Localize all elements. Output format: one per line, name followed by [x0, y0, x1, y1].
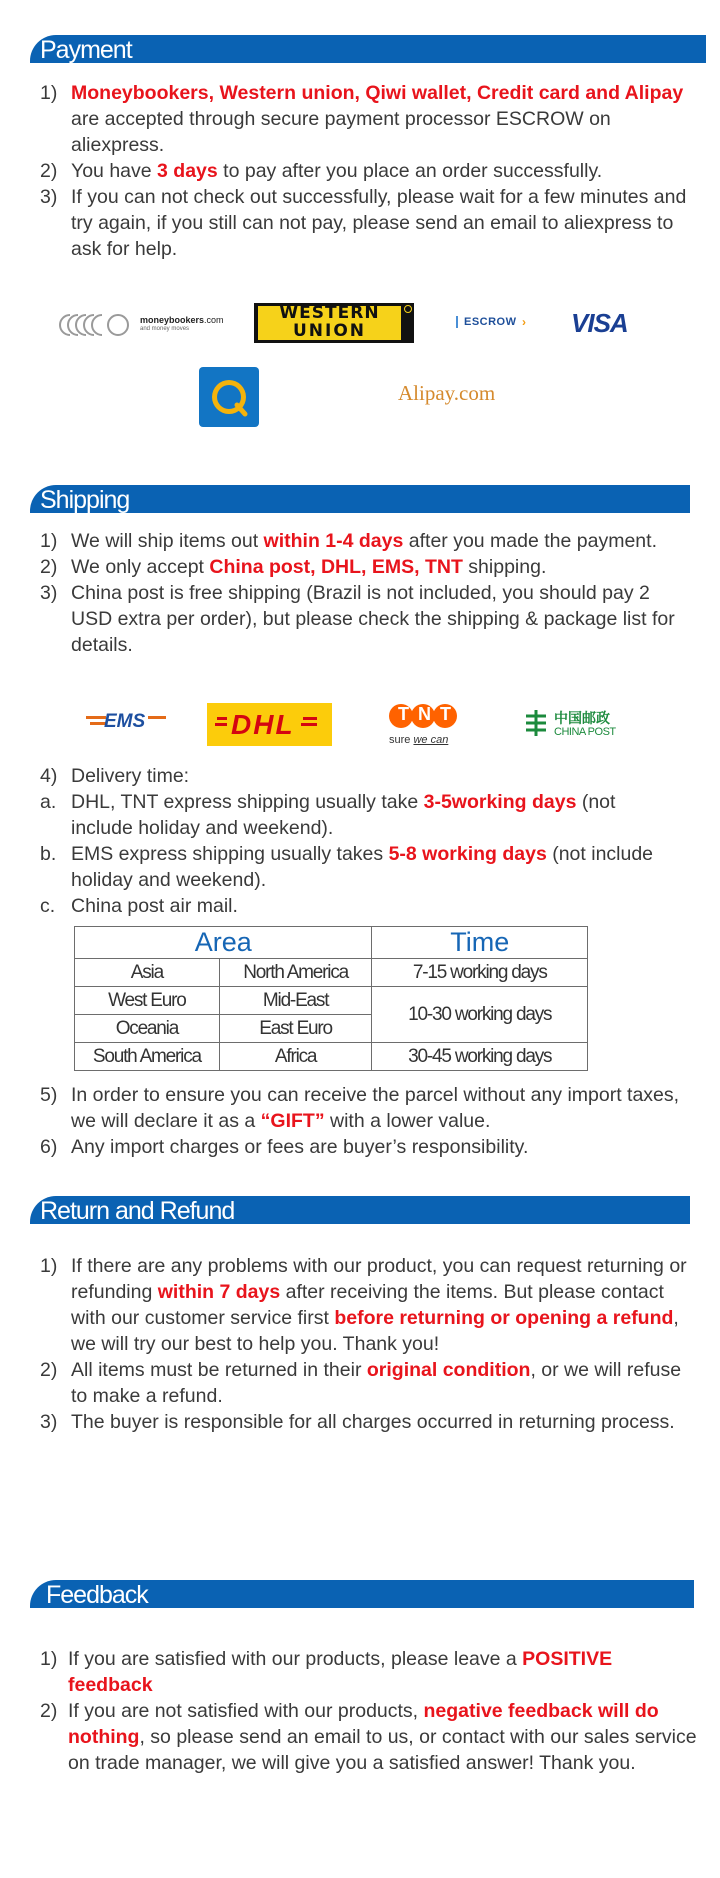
shipping-item-2: 2) We only accept China post, DHL, EMS, TNT shipping. — [40, 556, 547, 578]
china-post-emblem-icon — [522, 708, 550, 738]
moneybookers-rings-icon — [56, 310, 136, 340]
china-post-logo: 中国邮政 CHINA POST — [522, 708, 632, 742]
area-cell: South America — [75, 1043, 220, 1071]
time-cell: 30-45 working days — [372, 1043, 588, 1071]
ems-logo: EMS — [86, 710, 166, 736]
payment-item-3: 3) If you can not check out successfully, please wait for a few minutes and try again, if you still can not pay, please send an email to aliexpress to ask for help. — [40, 186, 687, 260]
shipping-title: Shipping — [40, 486, 130, 514]
feedback-title: Feedback — [46, 1581, 148, 1609]
qiwi-icon — [199, 367, 259, 427]
area-cell: Mid-East — [219, 987, 372, 1015]
refund-item-3: 3) The buyer is responsible for all charges occurred in returning process. — [40, 1411, 675, 1433]
area-cell: Oceania — [75, 1015, 220, 1043]
shipping-more-list — [40, 1082, 708, 1160]
refund-list — [40, 1253, 692, 1435]
delivery-item-a: a. DHL, TNT express shipping usually take 3-5working days (not include holiday and weekend). — [40, 791, 616, 839]
shipping-item-5: 5) In order to ensure you can receive the parcel without any import taxes, we will declare it as a “GIFT” with a lower value. — [40, 1084, 680, 1132]
escrow-logo: ESCROW › — [456, 316, 536, 332]
shipping-item-3: 3) China post is free shipping (Brazil is not included, you should pay 2 USD extra per order), but please check the shipping & package list for details. — [40, 582, 675, 656]
area-header: Area — [75, 927, 372, 959]
area-cell: Africa — [219, 1043, 372, 1071]
visa-logo: VISA — [571, 308, 628, 338]
alipay-logo: Alipay.com — [398, 381, 496, 405]
dhl-logo: DHL — [207, 703, 332, 746]
tnt-logo: TNT sure we can — [385, 702, 465, 752]
shipping-item-1: 1) We will ship items out within 1-4 days after you made the payment. — [40, 530, 657, 552]
payment-section-header — [30, 35, 706, 63]
delivery-item-c: c. China post air mail. — [40, 895, 238, 917]
refund-item-2: 2) All items must be returned in their original condition, or we will refuse to make a refund. — [40, 1359, 682, 1407]
feedback-item-1: 1) If you are satisfied with our products, please leave a POSITIVE feedback — [40, 1648, 613, 1696]
time-header: Time — [372, 927, 588, 959]
escrow-arrow-icon: › — [522, 315, 526, 329]
shipping-section-header — [30, 485, 690, 513]
refund-item-1: 1) If there are any problems with our product, you can request returning or refunding within 7 days after receiving the items. But please contact with our customer service first before returning or opening a refund, we will try our best to help you. Thank you! — [40, 1255, 687, 1355]
refund-section-header — [30, 1196, 690, 1224]
delivery-item-4: 4) Delivery time: — [40, 765, 190, 787]
western-union-logo: WESTERN UNION — [254, 303, 414, 343]
payment-title: Payment — [40, 36, 132, 64]
area-cell: North America — [219, 959, 372, 987]
payment-item-1: 1) Moneybookers, Western union, Qiwi wallet, Credit card and Alipay are accepted through secure payment processor ESCROW on aliexpress. — [40, 82, 684, 156]
moneybookers-logo: moneybookers.com and money moves — [56, 310, 236, 340]
time-cell: 7-15 working days — [372, 959, 588, 987]
china-post-delivery-table — [74, 926, 588, 1071]
area-cell: East Euro — [219, 1015, 372, 1043]
feedback-item-2: 2) If you are not satisfied with our products, negative feedback will do nothing, so please send an email to us, or contact with our sales service on trade manager, we will give you a satisfied answer! Thank you. — [40, 1700, 697, 1774]
payment-item-2: 2) You have 3 days to pay after you place an order successfully. — [40, 160, 603, 182]
time-cell: 10-30 working days — [372, 987, 588, 1043]
delivery-item-b: b. EMS express shipping usually takes 5-8 working days (not include holiday and weekend). — [40, 843, 654, 891]
shipping-item-6: 6) Any import charges or fees are buyer’s responsibility. — [40, 1136, 529, 1158]
feedback-list — [40, 1646, 700, 1776]
area-cell: Asia — [75, 959, 220, 987]
delivery-list — [40, 763, 680, 919]
payment-list — [40, 80, 690, 262]
qiwi-logo — [199, 367, 259, 427]
shipping-list — [40, 528, 688, 658]
area-cell: West Euro — [75, 987, 220, 1015]
refund-title: Return and Refund — [40, 1197, 235, 1225]
feedback-section-header — [30, 1580, 694, 1608]
